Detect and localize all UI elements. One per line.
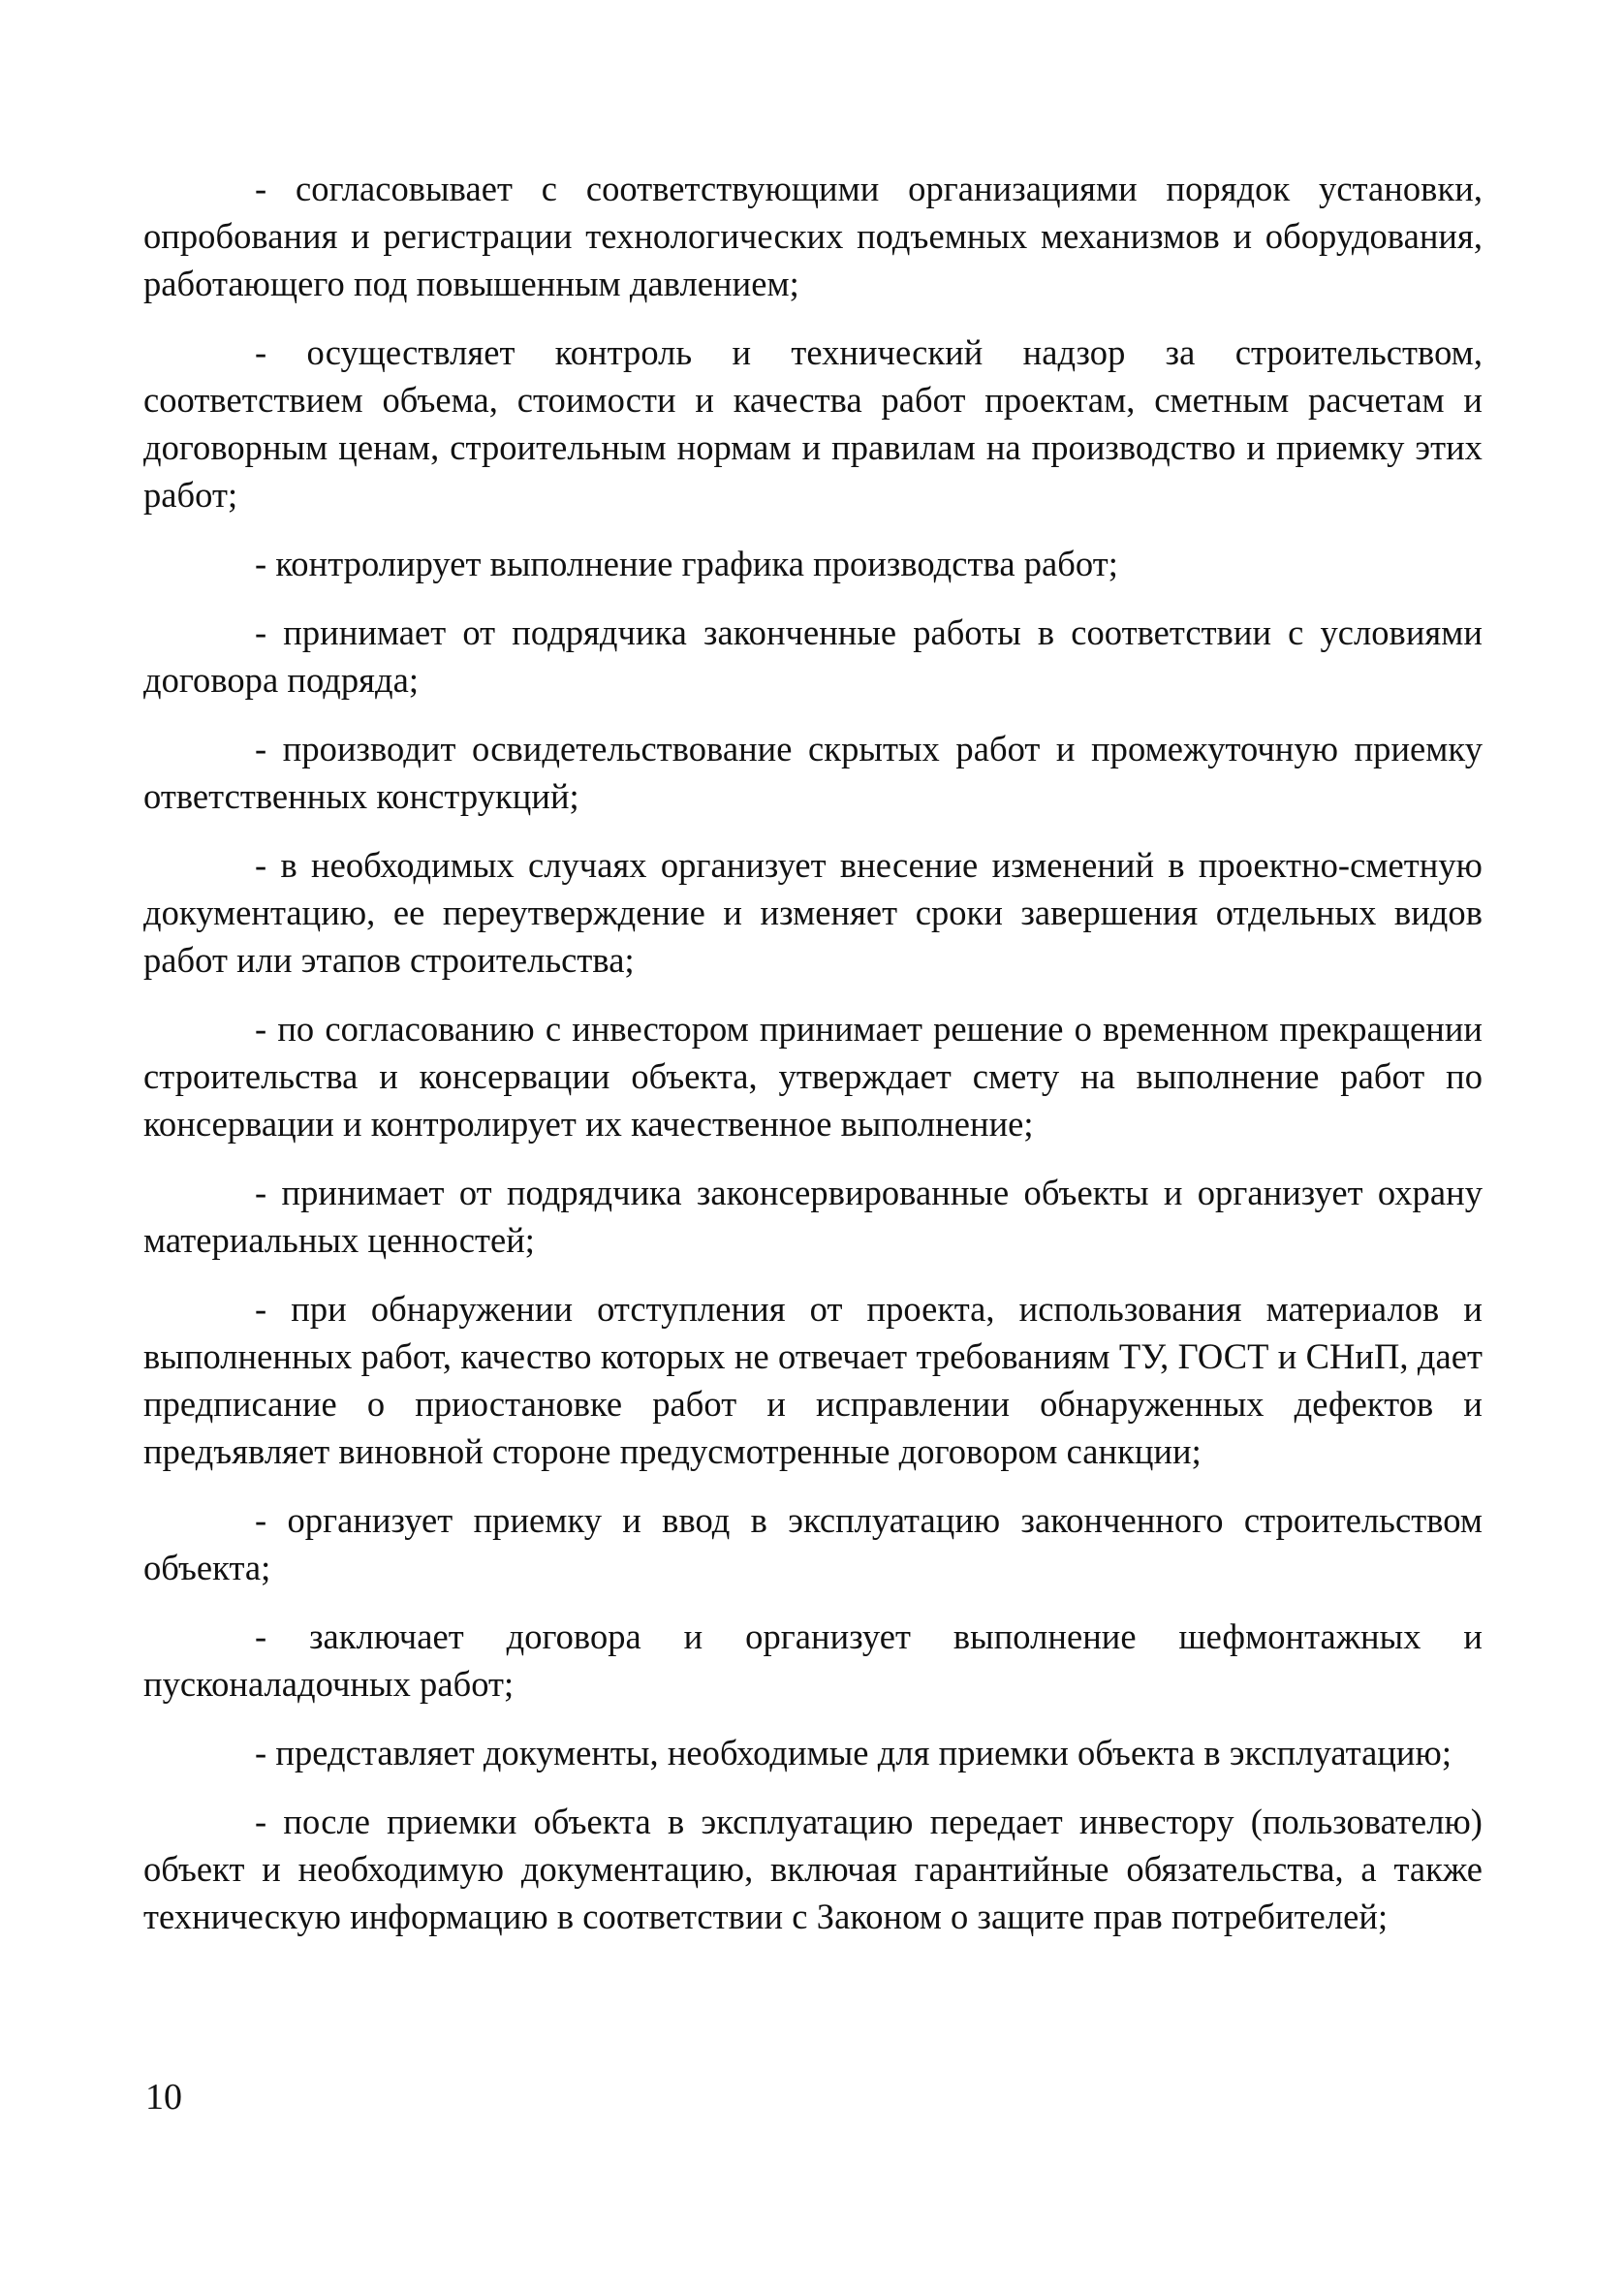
paragraph: - при обнаружении отступления от проекта, использования материалов и выполненных работ, качество которых не отвечает требованиям ТУ, ГОСТ и СНиП, дает предписание о приостановке работ и исправлении обнаруженных дефектов и предъявляет виновной стороне предусмотренные договором санкции;	[143, 1289, 1483, 1471]
paragraph: - в необходимых случаях организует внесение изменений в проектно-сметную документацию, ее переутверждение и изменяет сроки завершения отдельных видов работ или этапов строительства;	[143, 845, 1483, 980]
paragraph: - после приемки объекта в эксплуатацию передает инвестору (пользователю) объект и необходимую документацию, включая гарантийные обязательства, а также техническую информацию в соответствии с Законом о защите прав потребителей;	[143, 1802, 1483, 1936]
paragraph: - принимает от подрядчика законсервированные объекты и организует охрану материальных ценностей;	[143, 1173, 1483, 1260]
paragraph: - заключает договора и организует выполнение шефмонтажных и пусконаладочных работ;	[143, 1616, 1483, 1704]
paragraph: - производит освидетельствование скрытых работ и промежуточную приемку ответственных конструкций;	[143, 729, 1483, 816]
paragraph: - согласовывает с соответствующими организациями порядок установки, опробования и регистрации технологических подъемных механизмов и оборудования, работающего под повышенным давлением;	[143, 169, 1483, 303]
paragraph: - принимает от подрядчика законченные работы в соответствии с условиями договора подряда;	[143, 612, 1483, 700]
paragraph: - организует приемку и ввод в эксплуатацию законченного строительством объекта;	[143, 1500, 1483, 1587]
page-number: 10	[145, 2077, 182, 2117]
paragraph: - осуществляет контроль и технический надзор за строительством, соответствием объема, стоимости и качества работ проектам, сметным расчетам и договорным ценам, строительным нормам и правилам на производство и приемку этих работ;	[143, 332, 1483, 515]
body-text	[143, 165, 1483, 1961]
paragraph: - представляет документы, необходимые для приемки объекта в эксплуатацию;	[255, 1733, 1452, 1772]
paragraph: - по согласованию с инвестором принимает решение о временном прекращении строительства и консервации объекта, утверждает смету на выполнение работ по консервации и контролирует их качественное выполнение;	[143, 1009, 1483, 1144]
paragraph: - контролирует выполнение графика производства работ;	[255, 544, 1118, 583]
